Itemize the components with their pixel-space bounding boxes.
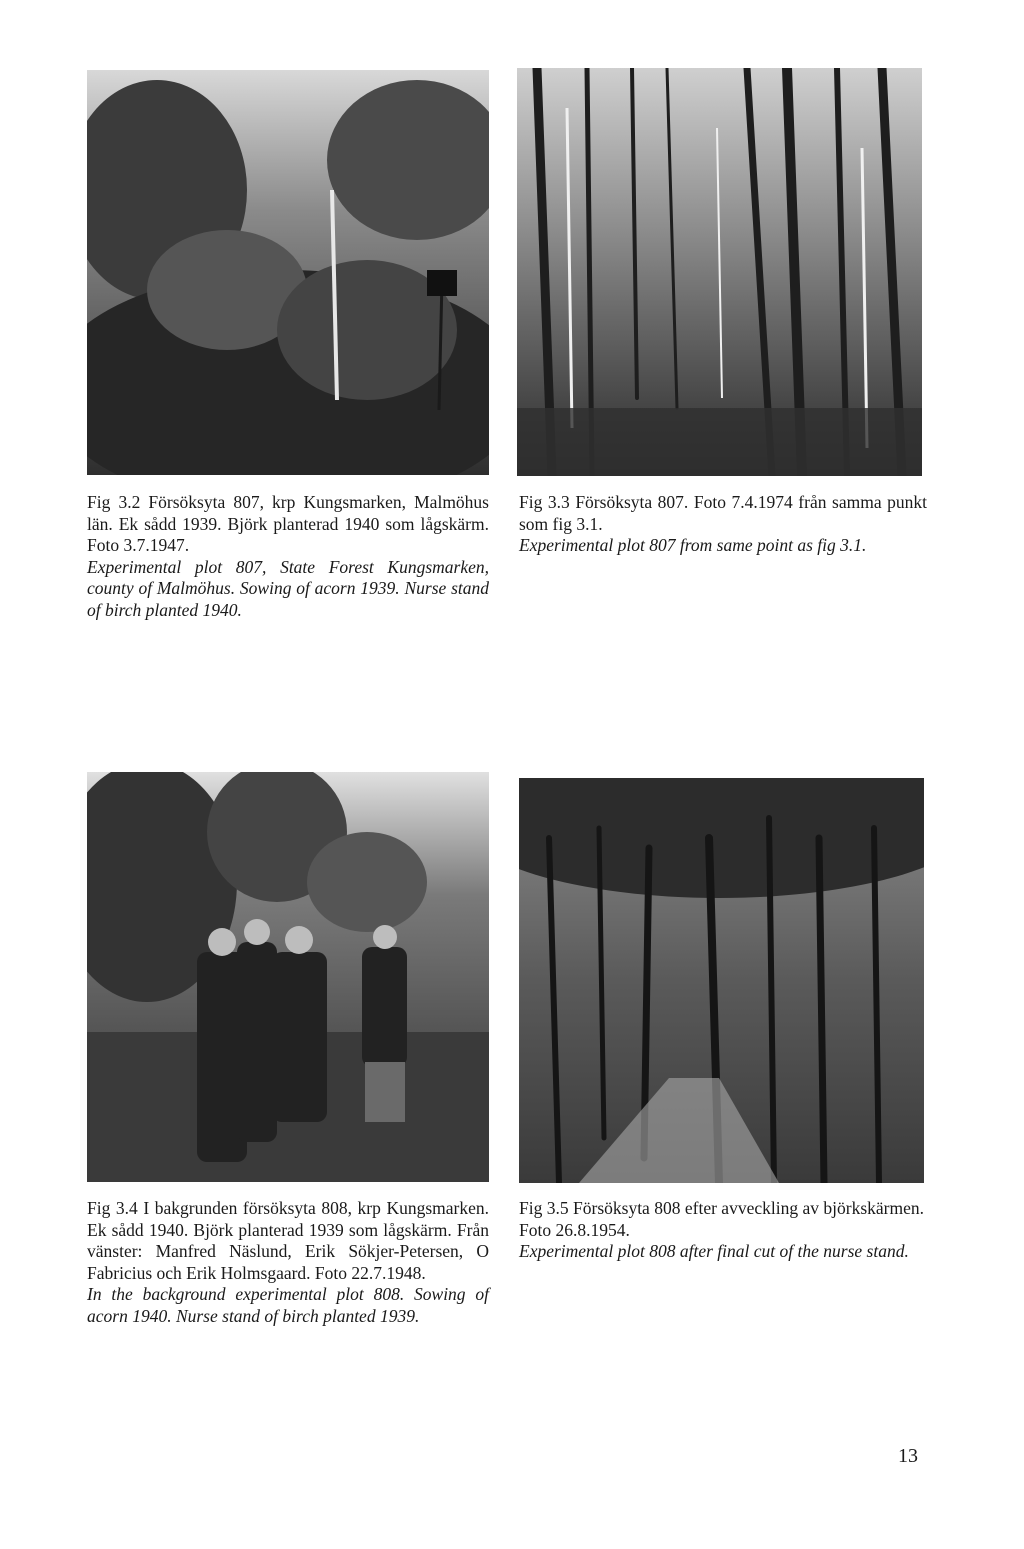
caption-english: Experimental plot 808 after final cut of the nurse stand. bbox=[519, 1241, 909, 1261]
caption-swedish: Fig 3.3 Försöksyta 807. Foto 7.4.1974 från samma punkt som fig 3.1. bbox=[519, 492, 927, 534]
caption-english: Experimental plot 807, State Forest Kungsmarken, county of Malmöhus. Sowing of acorn 1939. Nurse stand of birch planted 1940. bbox=[87, 556, 489, 620]
caption-english: Experimental plot 807 from same point as fig 3.1. bbox=[519, 535, 867, 555]
caption-swedish: Fig 3.4 I bakgrunden försöksyta 808, krp Kungsmarken. Ek sådd 1940. Björk planterad 1939 som lågskärm. Från vänster: Manfred Näslund, Erik Sökjer-Petersen, O Fabricius och Erik Holmsgaard. Foto 22.7.1948. bbox=[87, 1198, 489, 1283]
photo-plot-807-1974 bbox=[517, 68, 922, 476]
figure-caption-3-3 bbox=[519, 492, 927, 557]
caption-swedish: Fig 3.2 Försöksyta 807, krp Kungsmarken, Malmöhus län. Ek sådd 1939. Björk planterad 1940 som lågskärm. Foto 3.7.1947. bbox=[87, 492, 489, 555]
caption-english: In the background experimental plot 808. Sowing of acorn 1940. Nurse stand of birch planted 1939. bbox=[87, 1284, 489, 1326]
photo-plot-807-1947 bbox=[87, 70, 489, 475]
photo-plot-808-group-1948 bbox=[87, 772, 489, 1182]
figure-caption-3-2 bbox=[87, 492, 489, 621]
page-number: 13 bbox=[898, 1445, 918, 1467]
figure-caption-3-5 bbox=[519, 1198, 924, 1263]
caption-swedish: Fig 3.5 Försöksyta 808 efter avveckling av björkskärmen. Foto 26.8.1954. bbox=[519, 1198, 924, 1240]
photo-plot-808-1954 bbox=[519, 778, 924, 1183]
figure-caption-3-4 bbox=[87, 1198, 489, 1327]
